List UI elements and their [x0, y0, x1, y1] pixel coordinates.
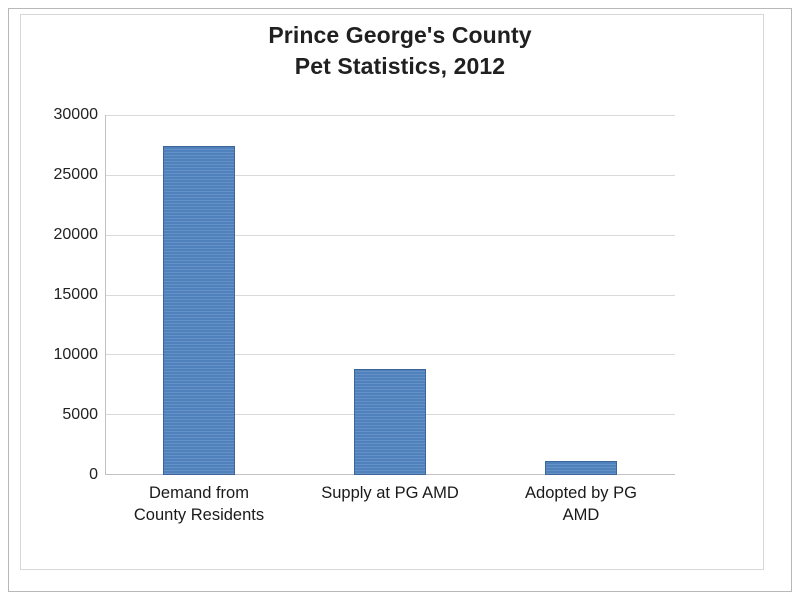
x-axis-tick-label-line: AMD: [562, 506, 600, 525]
bar-supply-at-pg-amd[interactable]: [354, 369, 426, 475]
y-axis-tick-label: 15000: [53, 286, 98, 303]
x-axis-tick-label-line: Adopted by PG: [525, 484, 637, 502]
y-axis-tick-label: 25000: [53, 166, 98, 183]
chart-title-line-2: Pet Statistics, 2012: [294, 53, 506, 80]
y-axis-tick-label: 0: [89, 466, 98, 483]
y-axis-tick-labels: [20, 106, 98, 483]
x-axis-tick-label-line: County Residents: [133, 506, 265, 525]
bars-layer: [105, 115, 675, 475]
x-axis-tick-label: [109, 482, 289, 527]
chart-title-line-1: Prince George's County: [268, 22, 532, 48]
bar-demand-from-county-residents[interactable]: [163, 146, 235, 475]
x-axis-tick-label: [491, 482, 671, 527]
x-axis-tick-label-line: Demand from: [149, 484, 249, 502]
chart-title: [0, 20, 800, 82]
x-axis-tick-label-line: Supply at PG AMD: [321, 484, 459, 502]
y-axis-tick-label: 5000: [62, 405, 98, 423]
x-axis-tick-label: [300, 482, 480, 504]
bar-adopted-by-pg-amd[interactable]: [545, 461, 617, 475]
x-axis-tick-labels: [105, 482, 675, 552]
y-axis-tick-label: 20000: [53, 225, 98, 243]
y-axis-tick-label: 30000: [53, 106, 98, 123]
y-axis-tick-label: 10000: [53, 346, 98, 363]
